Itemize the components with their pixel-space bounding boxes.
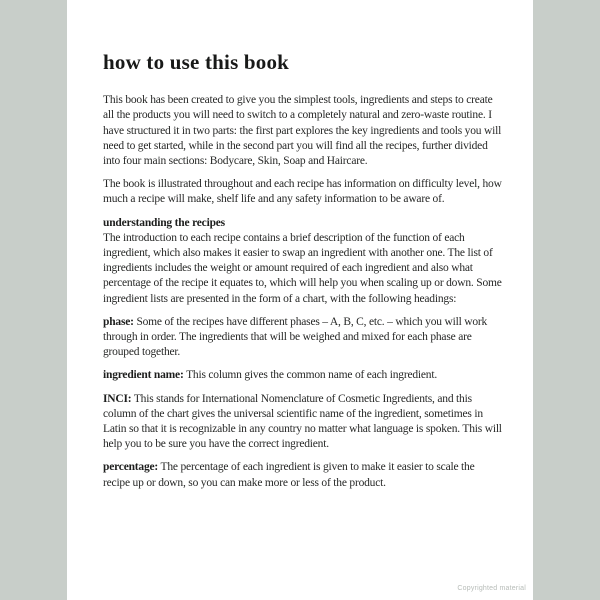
section-body-paragraph: The introduction to each recipe contains a brief description of the function of each ingredient, which also makes it easier to swap an ingredient with another one. The list of ingredients includes the weight or amount required of each ingredient and also what percentage of the recipe it equates to, which will help you when scaling up or down. Some ingredient lists are presented in the form of a chart, with the following headings: [103,231,502,305]
definition-phase-term: phase: [103,315,134,328]
copyright-watermark: Copyrighted material [457,585,526,592]
intro-paragraph-2: The book is illustrated throughout and each recipe has information on difficulty level, how much a recipe will make, shelf life and any safety information to be aware of. [103,178,502,206]
definition-phase [103,315,503,361]
definition-inci-text: This stands for International Nomenclature of Cosmetic Ingredients, and this column of the chart gives the universal scientific name of the ingredient, sometimes in Latin so that it is recognizable in any country no matter what language is spoken. This will help you to be sure you have the correct ingredient. [103,392,502,451]
definition-inci [103,392,503,453]
page-title: how to use this book [103,50,290,74]
definition-ingredient-name-term: ingredient name: [103,369,184,382]
book-page [67,0,533,600]
definition-ingredient-name-text: This column gives the common name of each ingredient. [183,369,438,382]
definition-ingredient-name [103,368,503,383]
definition-phase-text: Some of the recipes have different phases – A, B, C, etc. – which you will work through in order. The ingredients that will be weighed and mixed for each phase are grouped together. [103,315,488,359]
page-body [103,93,503,491]
definition-percentage-text: The percentage of each ingredient is given to make it easier to scale the recipe up or down, so you can make more or less of the product. [103,461,475,489]
definition-percentage-term: percentage: [103,461,159,474]
definition-inci-term: INCI: [103,392,132,405]
definition-percentage [103,460,503,490]
section-heading: understanding the recipes [103,216,225,229]
intro-paragraph-1: This book has been created to give you the simplest tools, ingredients and steps to create all the products you will need to switch to a completely natural and zero-waste routine. I have structured it in two parts: the first part explores the key ingredients and tools you will need to get started, while in the second part you will find all the recipes, further divided into four main sections: Bodycare, Skin, Soap and Haircare. [103,94,502,167]
section-understanding-the-recipes [103,216,503,307]
